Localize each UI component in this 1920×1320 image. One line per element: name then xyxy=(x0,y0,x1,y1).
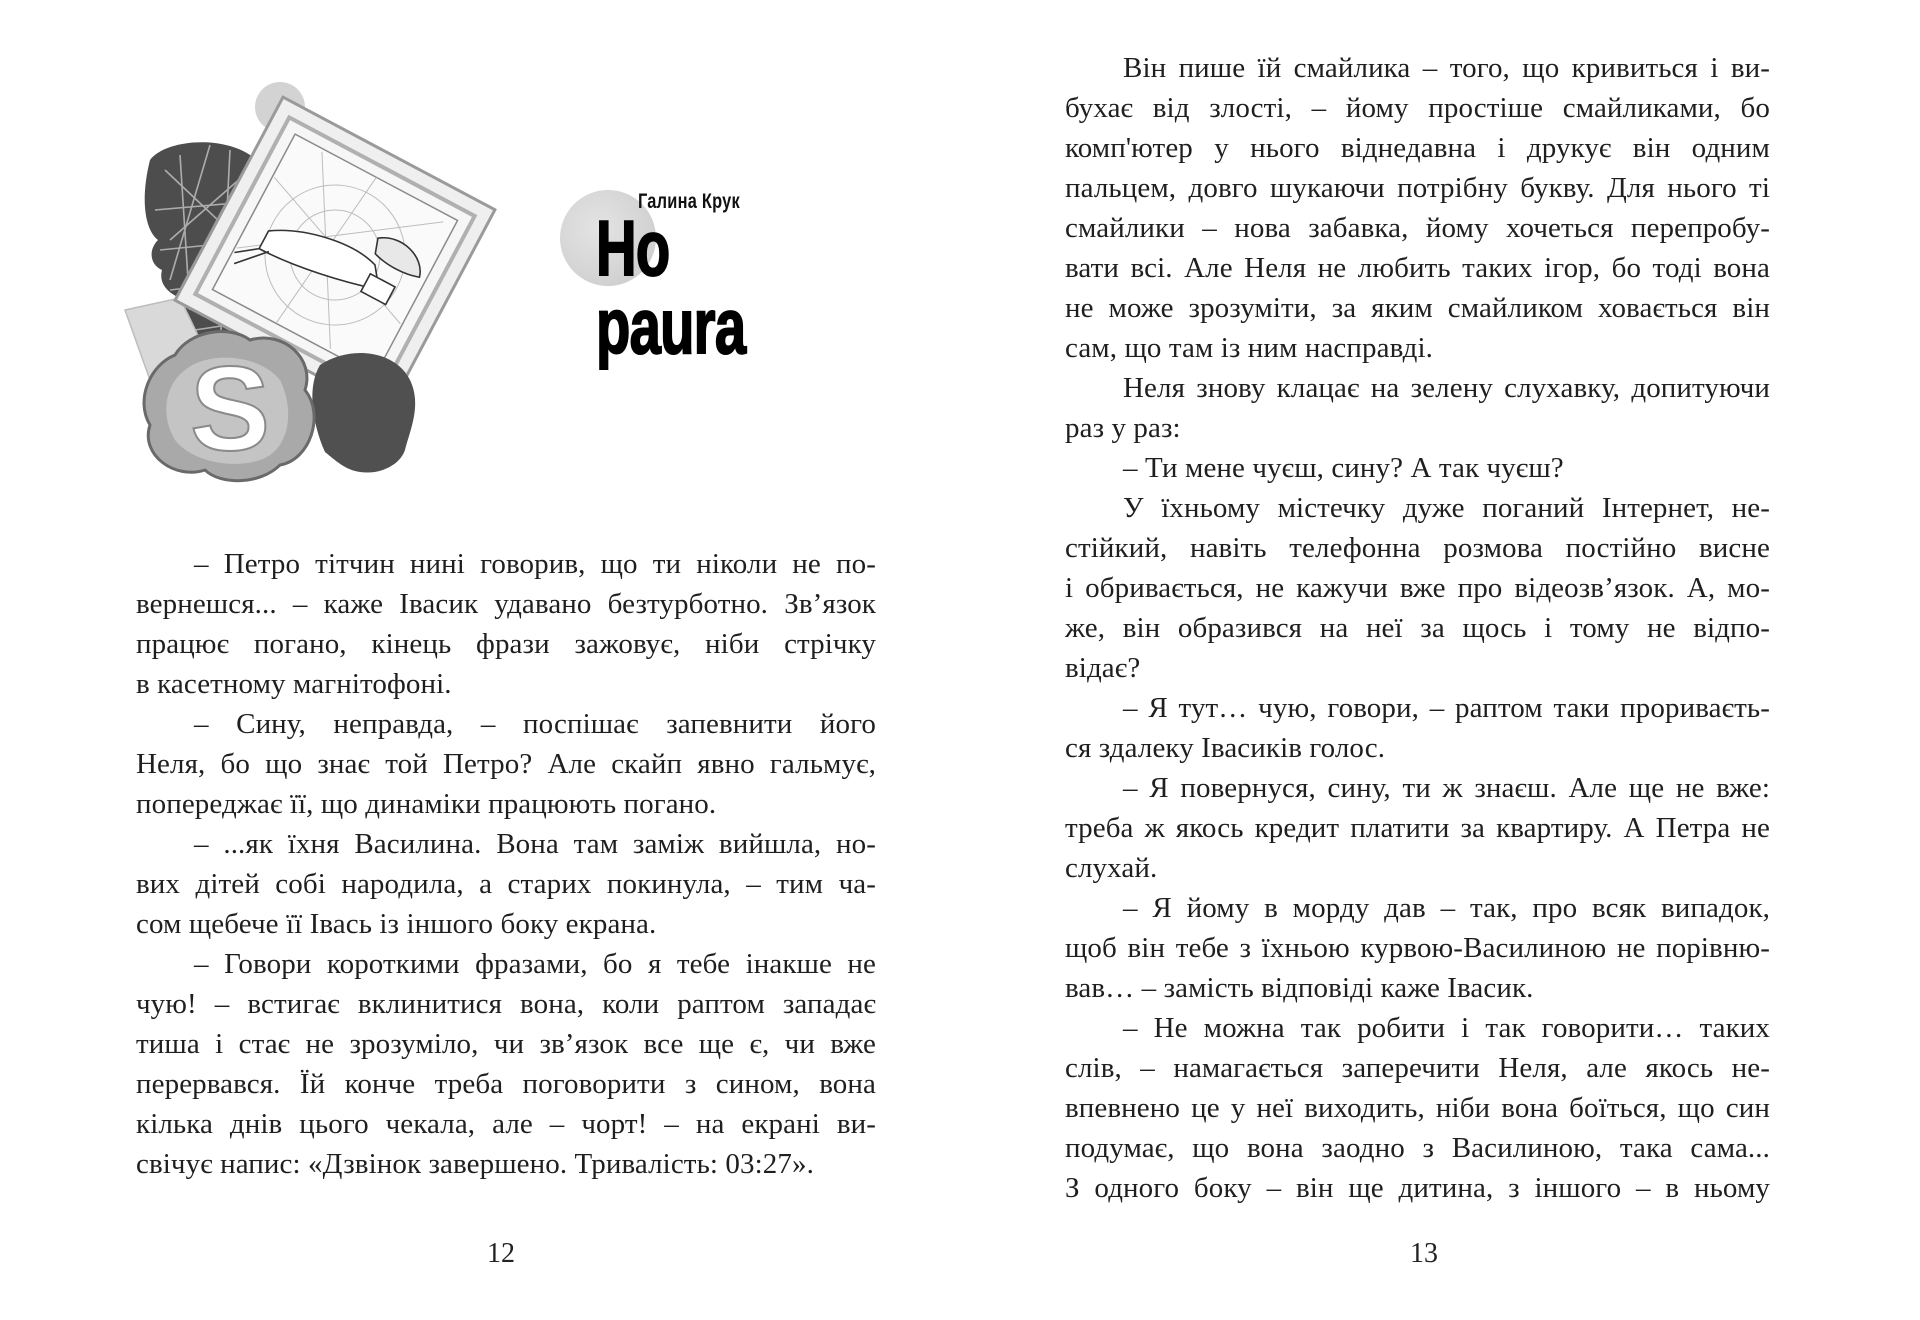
svg-text:S: S xyxy=(189,342,271,476)
text-line: Неля знову клацає на зелену слухавку, допитуючи xyxy=(1123,372,1770,404)
text-line: З одного боку – він ще дитина, з іншого – в ньому xyxy=(1065,1172,1770,1204)
text-line: вав… – замість відповіді каже Івасик. xyxy=(1065,972,1534,1004)
text-line: в касетному магнітофоні. xyxy=(136,668,452,700)
text-line: – Я йому в морду дав – так, про всяк випадок, xyxy=(1123,892,1770,924)
text-line: вати всі. Але Неля не любить таких ігор, бо тоді вона xyxy=(1065,252,1770,284)
text-line: пальцем, довго шукаючи потрібну букву. Для нього ті xyxy=(1065,172,1770,204)
text-line: тиша і стає не зрозуміло, чи зв’язок все ще є, чи вже xyxy=(136,1028,876,1060)
text-line: слухай. xyxy=(1065,852,1158,884)
text-line: впевнено це у неї виходить, ніби вона боїться, що син xyxy=(1065,1092,1770,1124)
text-line: – Петро тітчин нині говорив, що ти ніколи не по- xyxy=(194,548,876,580)
text-line: слів, – намагається заперечити Неля, але якось не- xyxy=(1065,1052,1770,1084)
text-line: вернешся... – каже Івасик удавано безтурботно. Зв’язок xyxy=(136,588,876,620)
text-line: щоб він тебе з їхньою курвою-Василиною не порівню- xyxy=(1065,932,1770,964)
text-line: треба ж якось кредит платити за квартиру. А Петра не xyxy=(1065,812,1770,844)
author-name: Галина Крук xyxy=(638,190,740,213)
text-line: смайлики – нова забавка, йому хочеться перепробу- xyxy=(1065,212,1770,244)
text-line: – Сину, неправда, – поспішає запевнити його xyxy=(194,708,876,740)
text-line: – Я повернуся, сину, ти ж знаєш. Але ще не вже: xyxy=(1123,772,1770,804)
text-line: і обривається, не кажучи вже про відеозв’язок. А, мо- xyxy=(1065,572,1770,604)
text-line: У їхньому містечку дуже поганий Інтернет, не- xyxy=(1123,492,1770,524)
story-title: Но paura xyxy=(596,204,746,370)
text-line: перервався. Їй конче треба поговорити з сином, вона xyxy=(136,1068,876,1100)
right-text-column xyxy=(1065,48,1770,1208)
text-line: раз у раз: xyxy=(1065,412,1181,444)
text-line: сом щебече її Івась із іншого боку екрана. xyxy=(136,908,657,940)
text-line: – Ти мене чуєш, сину? А так чуєш? xyxy=(1123,452,1564,484)
text-line: же, він образився на неї за щось і тому не відпо- xyxy=(1065,612,1770,644)
text-line: комп'ютер у нього віднедавна і друкує він одним xyxy=(1065,132,1770,164)
text-line: відає? xyxy=(1065,652,1141,684)
chapter-title-block xyxy=(560,185,900,370)
right-page xyxy=(960,0,1920,1320)
text-line: попереджає її, що динаміки працюють погано. xyxy=(136,788,717,820)
text-line: вих дітей собі народила, а старих покинула, – тим ча- xyxy=(136,868,876,900)
text-line: чую! – встигає вклинитися вона, коли раптом западає xyxy=(136,988,876,1020)
text-line: стійкий, навіть телефонна розмова постійно висне xyxy=(1065,532,1770,564)
text-line: подумає, що вона заодно з Василиною, така сама... xyxy=(1065,1132,1770,1164)
text-line: – Говори короткими фразами, бо я тебе інакше не xyxy=(194,948,876,980)
child-silhouette-icon xyxy=(312,353,415,473)
text-line: – ...як їхня Василина. Вона там заміж вийшла, но- xyxy=(194,828,876,860)
text-line: – Я тут… чую, говори, – раптом таки прориваєть- xyxy=(1123,692,1770,724)
text-line: ся здалеку Івасиків голос. xyxy=(1065,732,1386,764)
page-number-left: 12 xyxy=(487,1238,515,1269)
text-line: працює погано, кінець фрази зажовує, ніби стрічку xyxy=(136,628,876,660)
text-line: сам, що там із ним насправді. xyxy=(1065,332,1434,364)
text-line: бухає від злості, – йому простіше смайликами, бо xyxy=(1065,92,1770,124)
page-number-right: 13 xyxy=(1410,1238,1438,1269)
left-text-column xyxy=(136,544,876,1184)
chapter-illustration xyxy=(110,80,570,500)
text-line: Він пише їй смайлика – того, що кривиться і ви- xyxy=(1123,52,1770,84)
text-line: кілька днів цього чекала, але – чорт! – на екрані ви- xyxy=(136,1108,876,1140)
text-line: свічує напис: «Дзвінок завершено. Тривалість: 03:27». xyxy=(136,1148,814,1180)
text-line: – Не можна так робити і так говорити… таких xyxy=(1123,1012,1770,1044)
text-line: Неля, бо що знає той Петро? Але скайп явно гальмує, xyxy=(136,748,876,780)
text-line: не може зрозуміти, за яким смайликом ховається він xyxy=(1065,292,1770,324)
